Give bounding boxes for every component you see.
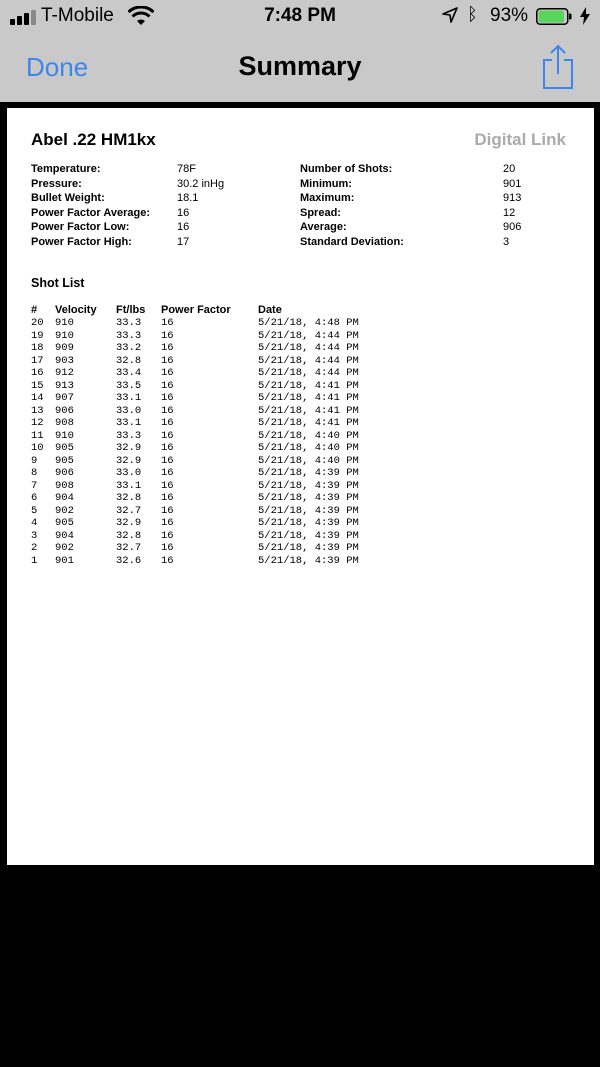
shot-number: 4	[31, 517, 38, 529]
shot-number: 1	[31, 554, 38, 567]
shot-velocity: 905	[55, 517, 74, 529]
shot-ft-lbs: 33.2	[116, 342, 142, 354]
shot-number: 18	[31, 342, 44, 354]
stat-value: 913	[503, 192, 522, 204]
stat-row	[31, 206, 291, 221]
shot-power-factor: 16	[161, 517, 174, 529]
shot-power-factor: 16	[161, 442, 174, 454]
stat-row	[300, 206, 580, 221]
battery-percent: 93%	[490, 5, 529, 26]
shot-date: 5/21/18, 4:44 PM	[258, 342, 359, 354]
shot-date: 5/21/18, 4:41 PM	[258, 417, 359, 429]
shot-power-factor: 16	[161, 367, 174, 379]
stat-value: 901	[503, 177, 522, 190]
stat-row	[31, 191, 291, 206]
stat-value: 20	[503, 163, 516, 175]
shot-ft-lbs: 33.3	[116, 317, 142, 329]
shot-power-factor: 16	[161, 467, 174, 479]
shot-date: 5/21/18, 4:44 PM	[258, 354, 359, 367]
column-header-number: #	[31, 304, 38, 316]
stat-label: Temperature:	[31, 163, 101, 175]
shot-date: 5/21/18, 4:48 PM	[258, 317, 359, 329]
shot-ft-lbs: 33.3	[116, 329, 142, 342]
share-icon[interactable]	[540, 44, 576, 90]
shot-date: 5/21/18, 4:44 PM	[258, 367, 359, 379]
stat-label: Spread:	[300, 206, 341, 219]
shot-number: 15	[31, 379, 44, 392]
shot-velocity: 908	[55, 479, 74, 492]
shot-date: 5/21/18, 4:39 PM	[258, 467, 359, 479]
shot-number: 8	[31, 467, 38, 479]
shot-velocity: 912	[55, 367, 74, 379]
page-title: Summary	[238, 51, 362, 81]
shot-power-factor: 16	[161, 492, 174, 504]
shot-ft-lbs: 32.9	[116, 517, 142, 529]
shot-date: 5/21/18, 4:40 PM	[258, 442, 359, 454]
summary-document	[7, 108, 594, 865]
shot-velocity: 901	[55, 554, 74, 567]
shot-power-factor: 16	[161, 454, 174, 467]
column-header-ft-lbs: Ft/lbs	[116, 304, 146, 316]
stat-label: Number of Shots:	[300, 163, 393, 175]
stat-row	[300, 220, 580, 235]
shot-ft-lbs: 33.1	[116, 479, 142, 492]
battery-icon	[536, 8, 572, 25]
shot-power-factor: 16	[161, 379, 174, 392]
shot-power-factor: 16	[161, 417, 174, 429]
shot-power-factor: 16	[161, 504, 174, 517]
shot-date: 5/21/18, 4:39 PM	[258, 529, 359, 542]
shot-velocity: 909	[55, 342, 74, 354]
shot-power-factor: 16	[161, 354, 174, 367]
column-header-velocity: Velocity	[55, 304, 97, 316]
shot-power-factor: 16	[161, 554, 174, 567]
shot-velocity: 910	[55, 429, 74, 442]
column-header-date: Date	[258, 304, 282, 316]
stat-row	[31, 220, 291, 235]
shot-number: 17	[31, 354, 44, 367]
battery-level-fill	[539, 11, 565, 23]
stat-row	[300, 162, 580, 177]
shot-power-factor: 16	[161, 392, 174, 404]
shot-ft-lbs: 32.7	[116, 542, 142, 554]
top-bar	[0, 0, 600, 102]
shot-number: 2	[31, 542, 38, 554]
shot-velocity: 903	[55, 354, 74, 367]
stat-value: 3	[503, 235, 510, 248]
shot-date: 5/21/18, 4:39 PM	[258, 492, 359, 504]
shot-date: 5/21/18, 4:40 PM	[258, 454, 359, 467]
shot-power-factor: 16	[161, 479, 174, 492]
shot-number: 10	[31, 442, 44, 454]
shot-ft-lbs: 33.5	[116, 379, 142, 392]
shot-ft-lbs: 32.8	[116, 529, 142, 542]
shot-velocity: 913	[55, 379, 74, 392]
stat-label: Average:	[300, 221, 347, 233]
shot-velocity: 904	[55, 492, 74, 504]
stat-label: Pressure:	[31, 177, 82, 190]
shot-number: 16	[31, 367, 44, 379]
shot-velocity: 907	[55, 392, 74, 404]
shot-ft-lbs: 33.0	[116, 467, 142, 479]
column-header-power-factor: Power Factor	[161, 304, 231, 316]
stat-value: 18.1	[177, 192, 199, 204]
shot-number: 5	[31, 504, 38, 517]
shot-number: 19	[31, 329, 44, 342]
shot-date: 5/21/18, 4:39 PM	[258, 479, 359, 492]
shot-ft-lbs: 33.1	[116, 392, 142, 404]
shot-date: 5/21/18, 4:41 PM	[258, 404, 359, 417]
shot-date: 5/21/18, 4:39 PM	[258, 554, 359, 567]
shot-list-title: Shot List	[31, 276, 85, 290]
stat-label: Bullet Weight:	[31, 192, 105, 204]
shot-date: 5/21/18, 4:44 PM	[258, 329, 359, 342]
stat-value: 17	[177, 235, 190, 248]
shot-velocity: 910	[55, 317, 74, 329]
stat-label: Power Factor Low:	[31, 221, 130, 233]
shot-ft-lbs: 32.6	[116, 554, 142, 567]
stats-left	[31, 162, 291, 249]
status-bar	[0, 0, 600, 34]
shot-number: 6	[31, 492, 38, 504]
shot-ft-lbs: 33.3	[116, 429, 142, 442]
shot-date: 5/21/18, 4:40 PM	[258, 429, 359, 442]
shot-velocity: 904	[55, 529, 74, 542]
shot-ft-lbs: 33.1	[116, 417, 142, 429]
shot-date: 5/21/18, 4:39 PM	[258, 542, 359, 554]
shot-ft-lbs: 33.4	[116, 367, 142, 379]
done-button[interactable]: Done	[26, 52, 89, 82]
stats-right	[300, 162, 580, 249]
shot-date: 5/21/18, 4:39 PM	[258, 504, 359, 517]
shot-date: 5/21/18, 4:41 PM	[258, 379, 359, 392]
shot-velocity: 902	[55, 542, 74, 554]
shot-velocity: 906	[55, 404, 74, 417]
shot-velocity: 905	[55, 442, 74, 454]
shot-number: 11	[31, 429, 44, 442]
shot-power-factor: 16	[161, 542, 174, 554]
shot-power-factor: 16	[161, 429, 174, 442]
stat-label: Minimum:	[300, 177, 352, 190]
shot-number: 3	[31, 529, 38, 542]
stat-value: 78F	[177, 163, 196, 175]
shot-velocity: 906	[55, 467, 74, 479]
shot-ft-lbs: 32.8	[116, 354, 142, 367]
shot-velocity: 910	[55, 329, 74, 342]
bluetooth-icon: ᛒ	[467, 4, 478, 24]
stat-row	[31, 162, 291, 177]
shot-number: 9	[31, 454, 38, 467]
stat-value: 16	[177, 206, 190, 219]
stat-row	[300, 191, 580, 206]
location-arrow-icon	[442, 7, 458, 23]
shot-number: 7	[31, 479, 38, 492]
shot-power-factor: 16	[161, 329, 174, 342]
document-title: Abel .22 HM1kx	[31, 130, 156, 149]
stat-row	[31, 235, 291, 250]
stat-label: Standard Deviation:	[300, 235, 404, 248]
carrier-name: T-Mobile	[41, 5, 114, 26]
brand-label: Digital Link	[474, 130, 566, 149]
shot-power-factor: 16	[161, 317, 174, 329]
shot-power-factor: 16	[161, 342, 174, 354]
clock: 7:48 PM	[264, 5, 336, 26]
charging-bolt-icon	[580, 7, 590, 25]
shot-date: 5/21/18, 4:39 PM	[258, 517, 359, 529]
shot-ft-lbs: 32.7	[116, 504, 142, 517]
stat-value: 12	[503, 206, 516, 219]
shot-power-factor: 16	[161, 529, 174, 542]
shot-date: 5/21/18, 4:41 PM	[258, 392, 359, 404]
stat-value: 16	[177, 221, 190, 233]
shot-ft-lbs: 32.8	[116, 492, 142, 504]
shot-velocity: 902	[55, 504, 74, 517]
shot-ft-lbs: 32.9	[116, 454, 142, 467]
shot-number: 12	[31, 417, 44, 429]
stat-row	[300, 235, 580, 250]
stat-value: 30.2 inHg	[177, 177, 225, 190]
shot-velocity: 908	[55, 417, 74, 429]
stat-value: 906	[503, 221, 522, 233]
shot-velocity: 905	[55, 454, 74, 467]
stat-label: Maximum:	[300, 192, 355, 204]
navigation-bar	[0, 34, 600, 102]
shot-ft-lbs: 32.9	[116, 442, 142, 454]
shot-number: 20	[31, 317, 44, 329]
stat-row	[31, 177, 291, 192]
stat-label: Power Factor Average:	[31, 206, 151, 219]
shot-number: 13	[31, 404, 44, 417]
shot-number: 14	[31, 392, 44, 404]
stat-label: Power Factor High:	[31, 235, 132, 248]
shot-ft-lbs: 33.0	[116, 404, 142, 417]
shot-power-factor: 16	[161, 404, 174, 417]
stat-row	[300, 177, 580, 192]
